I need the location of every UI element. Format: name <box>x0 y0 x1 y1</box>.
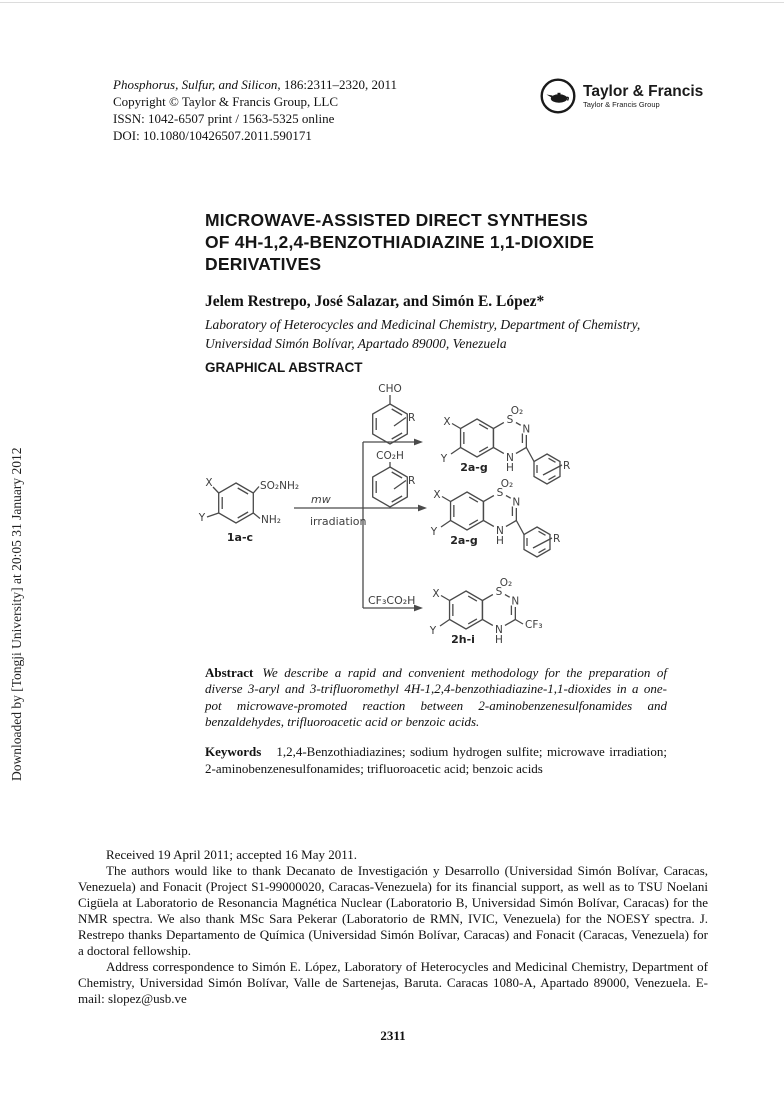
affiliation <box>205 315 640 353</box>
article-title <box>205 209 594 275</box>
received-accepted-line: Received 19 April 2011; accepted 16 May 2011. <box>106 847 358 862</box>
atom-s-label: S <box>495 586 503 598</box>
article-title-line2: OF 4H-1,2,4-BENZOTHIADIAZINE 1,1-DIOXIDE <box>205 232 595 252</box>
abstract-text: We describe a rapid and convenient methodology for the preparation of diverse 3-aryl and 3-trifluoromethyl 4H-1,2,4-benzothiadiazine-1,1-dioxides in a one-pot microwave-promoted reaction between 2-aminobenzenesulfonamides and benzaldehydes, trifluoroacetic acid or benzoic acids. <box>205 665 667 730</box>
publisher-logo-text <box>583 83 703 109</box>
atom-s-label: S <box>506 414 514 426</box>
keywords-paragraph <box>205 744 667 777</box>
atom-n-label: N <box>512 496 521 509</box>
reaction-arrows <box>294 439 427 612</box>
journal-citation-line <box>113 76 397 93</box>
footnotes-block <box>78 847 708 1007</box>
substituent-x-label: X <box>205 477 213 489</box>
substituent-y-label: Y <box>198 512 206 524</box>
affiliation-line1: Laboratory of Heterocycles and Medicinal Chemistry, Department of Chemistry, <box>205 317 641 332</box>
abstract-label: Abstract <box>205 665 254 680</box>
download-watermark: Downloaded by [Tongji University] at 20:05 31 January 2012 <box>9 447 24 781</box>
publisher-tagline: Taylor & Francis Group <box>583 100 660 109</box>
article-title-line1: MICROWAVE-ASSISTED DIRECT SYNTHESIS <box>205 210 588 230</box>
substituent-x-label: X <box>433 489 441 501</box>
lamp-icon <box>539 77 577 115</box>
atom-nh-label: N <box>494 624 503 636</box>
page-number: 2311 <box>380 1028 406 1043</box>
cf3-group-label: CF₃ <box>525 619 543 631</box>
acid-r-label: R <box>408 475 416 487</box>
co2h-group-label: CO₂H <box>376 450 404 462</box>
keywords-text: 1,2,4-Benzothiadiazines; sodium hydrogen sulfite; microwave irradiation; 2-aminobenzenesulfonamides; trifluoroacetic acid; benzoic acids <box>205 744 667 776</box>
journal-header <box>113 76 397 144</box>
starting-material-structure <box>198 477 299 544</box>
correspondence-paragraph: Address correspondence to Simón E. López, Laboratory of Heterocycles and Medicinal Chemistry, Department of Chemistry, Universidad Simón Bolívar, Valle de Sartenejas, Baruta. Caracas 1080-A, Apartado 89000, Venezuela. E-mail: slopez@usb.ve <box>78 959 708 1006</box>
atom-o2-label: O₂ <box>510 405 524 417</box>
compound-label-2hi: 2h-i <box>451 633 475 646</box>
atom-n-label: N <box>511 595 520 608</box>
substituent-y-label: Y <box>429 625 437 637</box>
journal-name: Phosphorus, Sulfur, and Silicon <box>113 77 278 92</box>
atom-h-label: H <box>495 535 504 547</box>
substituent-y-label: Y <box>430 526 438 538</box>
reaction-scheme <box>190 378 590 650</box>
atom-h-label: H <box>505 462 514 474</box>
condition-mw-label: mw <box>311 493 331 506</box>
doi-line: DOI: 10.1080/10426507.2011.590171 <box>113 128 312 143</box>
reagent-tfa-label: CF₃CO₂H <box>368 594 416 607</box>
graphical-abstract-heading: GRAPHICAL ABSTRACT <box>205 360 363 375</box>
compound-label-2ag: 2a-g <box>460 461 488 474</box>
issn-line: ISSN: 1042-6507 print / 1563-5325 online <box>113 111 335 126</box>
atom-n-label: N <box>522 423 531 436</box>
cho-group-label: CHO <box>378 383 402 395</box>
aryl-r-label: R <box>553 533 561 545</box>
aldehyde-r-label: R <box>408 412 416 424</box>
so2nh2-group-label: SO₂NH₂ <box>260 480 300 492</box>
substituent-y-label: Y <box>440 453 448 465</box>
publisher-name: Taylor & Francis <box>583 83 704 100</box>
affiliation-line2: Universidad Simón Bolívar, Apartado 89000, Venezuela <box>205 336 507 351</box>
acknowledgment-paragraph: The authors would like to thank Decanato de Investigación y Desarrollo (Universidad Simón Bolívar, Caracas, Venezuela) and Fonacit (Project S1-99000020, Caracas-Venezuela) for its financial support, as well as to TSU Noelani Cigüela at Laboratorio de Resonancia Magnética Nuclear (Laboratorio B, Universidad Simón Bolívar, Caracas) for the NMR spectra. We also thank MSc Sara Pekerar (Laboratorio de RMN, IVIC, Venezuela) for the NOESY spectra. J. Restrepo thanks Departamento de Química (Universidad Simón Bolívar, Caracas) and Fonacit (Caracas, Venezuela) for a doctoral fellowship. <box>78 863 708 958</box>
page-top-rule <box>0 2 784 3</box>
journal-volume-pages: , 186:2311–2320, 2011 <box>277 77 397 92</box>
compound-label-1ac: 1a-c <box>226 531 254 544</box>
nh2-group-label: NH₂ <box>261 514 281 526</box>
atom-nh-label: N <box>495 525 504 537</box>
atom-o2-label: O₂ <box>499 577 513 589</box>
atom-h-label: H <box>494 634 503 646</box>
authors-line: Jelem Restrepo, José Salazar, and Simón E. López* <box>205 293 545 310</box>
atom-s-label: S <box>496 487 504 499</box>
atom-o2-label: O₂ <box>500 478 514 490</box>
reagent-benzaldehyde <box>373 383 416 444</box>
article-title-line3: DERIVATIVES <box>205 254 322 274</box>
substituent-x-label: X <box>443 416 451 428</box>
publisher-logo <box>539 77 703 115</box>
substituent-x-label: X <box>432 588 440 600</box>
aryl-r-label: R <box>563 460 571 472</box>
atom-nh-label: N <box>505 452 514 464</box>
abstract-paragraph <box>205 665 667 731</box>
copyright-line: Copyright © Taylor & Francis Group, LLC <box>113 94 339 109</box>
product-aryl-middle <box>430 478 561 557</box>
condition-irradiation-label: irradiation <box>310 515 367 528</box>
keywords-label: Keywords <box>205 744 262 759</box>
product-cf3-bottom <box>429 577 543 646</box>
product-aryl-top <box>440 405 571 484</box>
reagent-benzoic-acid <box>373 450 416 507</box>
compound-label-2ag: 2a-g <box>450 534 478 547</box>
